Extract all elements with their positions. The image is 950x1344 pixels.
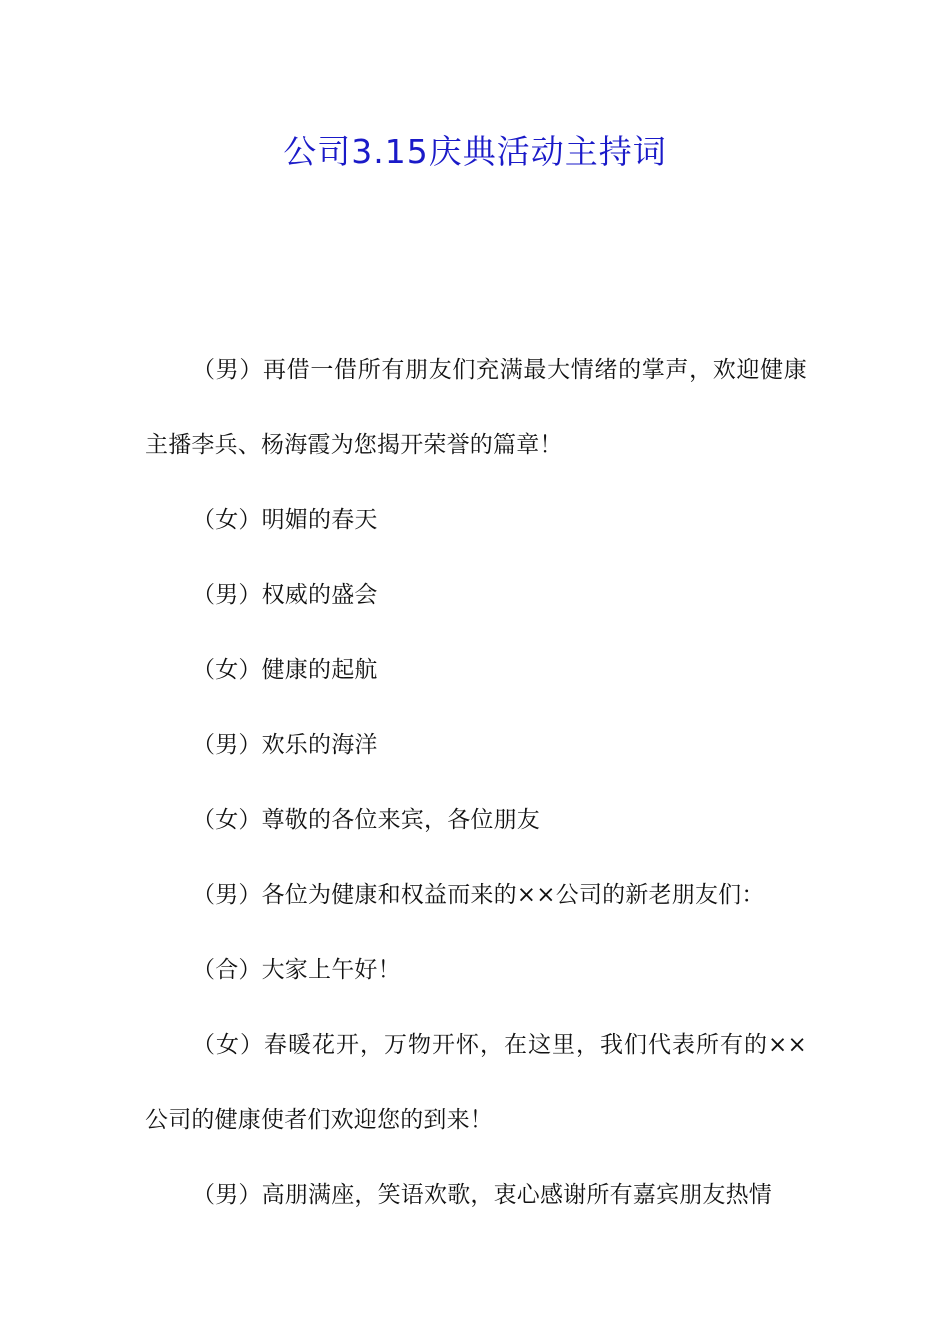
document-title: 公司3.15庆典活动主持词 [283, 132, 667, 171]
paragraph-9: （女）春暖花开，万物开怀，在这里，我们代表所有的××公司的健康使者们欢迎您的到来！ [145, 1032, 807, 1133]
paragraph-1: （男）再借一借所有朋友们充满最大情绪的掌声，欢迎健康主播李兵、杨海霞为您揭开荣誉的篇章！ [145, 357, 807, 458]
paragraph-6: （女）尊敬的各位来宾，各位朋友 [192, 807, 540, 833]
paragraph-10: （男）高朋满座，笑语欢歌，衷心感谢所有嘉宾朋友热情 [192, 1182, 772, 1208]
document-body [145, 333, 807, 1233]
paragraph-4: （女）健康的起航 [192, 657, 378, 683]
paragraph-7: （男）各位为健康和权益而来的××公司的新老朋友们： [192, 882, 765, 908]
paragraph-2: （女）明媚的春天 [192, 507, 378, 533]
paragraph-8: （合）大家上午好！ [192, 957, 401, 983]
paragraph-5: （男）欢乐的海洋 [192, 732, 378, 758]
paragraph-3: （男）权威的盛会 [192, 582, 378, 608]
